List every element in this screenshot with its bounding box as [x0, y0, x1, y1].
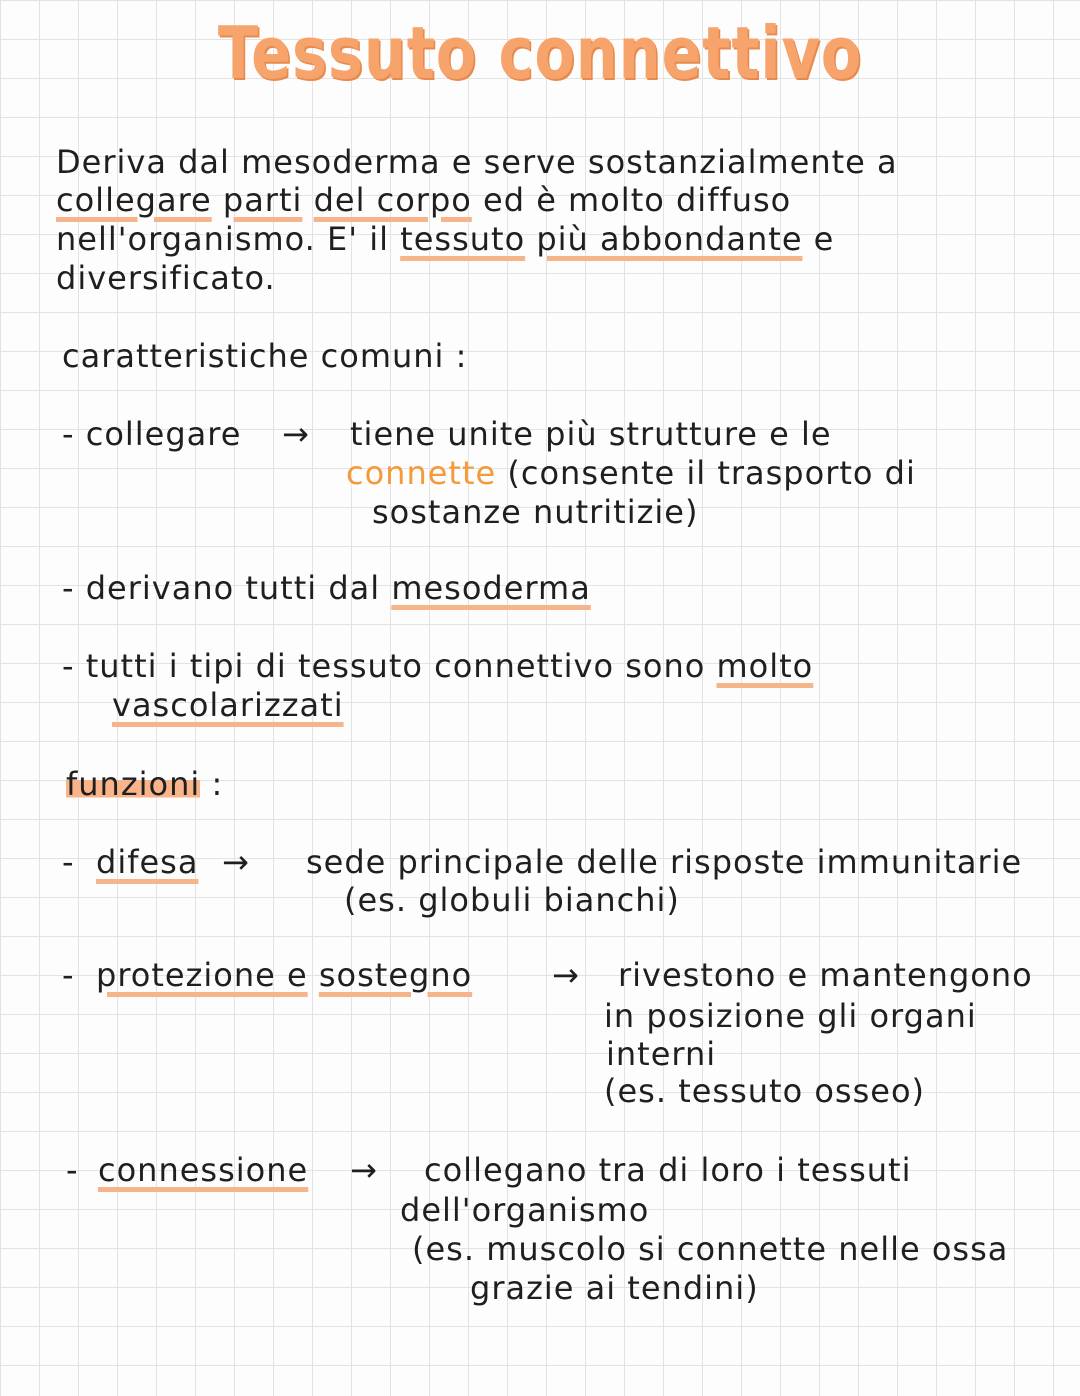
- defense-dash: -: [62, 843, 75, 881]
- protection-term-b: sostegno: [318, 956, 473, 994]
- connection-line-1: collegano tra di loro i tessuti: [424, 1151, 912, 1189]
- char-item-2: [62, 568, 591, 608]
- defense-term-text: difesa: [96, 843, 199, 881]
- intro-line-1: Deriva dal mesoderma e serve sostanzialmente a: [56, 143, 898, 181]
- connection-term-text: connessione: [98, 1151, 309, 1189]
- connection-dash: -: [66, 1151, 79, 1189]
- char-item-2-mesoderma: mesoderma: [391, 569, 591, 607]
- intro-collegare: collegare: [56, 181, 212, 219]
- arrow-icon: →: [350, 1151, 378, 1189]
- functions-heading: [66, 764, 223, 804]
- protection-term: [96, 955, 472, 995]
- char-item-3-molto: molto: [716, 647, 814, 685]
- char-item-3-line-1: [62, 646, 813, 686]
- defense-line-2: (es. globuli bianchi): [344, 881, 680, 919]
- char-item-2-text: - derivano tutti dal: [62, 569, 381, 607]
- arrow-icon: →: [282, 415, 310, 453]
- intro-e: e: [813, 220, 835, 258]
- protection-line-2: in posizione gli organi: [604, 997, 977, 1035]
- intro-diffuso: ed è molto diffuso: [483, 181, 792, 219]
- connection-line-2: dell'organismo: [400, 1191, 650, 1229]
- protection-line-1: rivestono e mantengono: [618, 956, 1033, 994]
- functions-colon: :: [211, 765, 224, 803]
- intro-line-2: [56, 180, 791, 220]
- connection-line-3: (es. muscolo si connette nelle ossa: [412, 1230, 1009, 1268]
- intro-parti: parti: [222, 181, 303, 219]
- page-title: Tessuto connettivo: [217, 11, 863, 95]
- protection-line-4: (es. tessuto osseo): [604, 1072, 926, 1110]
- intro-piu-abbondante: più abbondante: [536, 220, 803, 258]
- intro-line-4: diversificato.: [56, 259, 276, 297]
- protection-line-3: interni: [606, 1035, 717, 1073]
- connection-term: [98, 1150, 308, 1190]
- char-item-3-line-2: [112, 685, 344, 725]
- char-item-1-line-2: [346, 453, 916, 493]
- connette-highlight: connette: [346, 454, 497, 492]
- intro-line-3: [56, 219, 834, 259]
- intro-organismo: nell'organismo. E' il: [56, 220, 389, 258]
- char-item-3-text: - tutti i tipi di tessuto connettivo sono: [62, 647, 706, 685]
- characteristics-heading: caratteristiche comuni :: [62, 337, 468, 375]
- char-item-1-line-2-rest: (consente il trasporto di: [507, 454, 916, 492]
- char-item-3-vascolarizzati: vascolarizzati: [112, 686, 344, 724]
- char-item-1-term: - collegare: [62, 415, 242, 453]
- functions-heading-text: funzioni: [66, 765, 201, 803]
- char-item-1-line-3: sostanze nutritizie): [372, 493, 699, 531]
- protection-dash: -: [62, 956, 75, 994]
- arrow-icon: →: [222, 843, 250, 881]
- arrow-icon: →: [552, 956, 580, 994]
- defense-line-1: sede principale delle risposte immunitarie: [306, 843, 1023, 881]
- intro-del-corpo: del corpo: [313, 181, 472, 219]
- defense-term: [96, 842, 198, 882]
- intro-tessuto: tessuto: [400, 220, 526, 258]
- connection-line-4: grazie ai tendini): [470, 1269, 759, 1307]
- protection-term-a: protezione e: [96, 956, 308, 994]
- char-item-1-line-1: tiene unite più strutture e le: [350, 415, 832, 453]
